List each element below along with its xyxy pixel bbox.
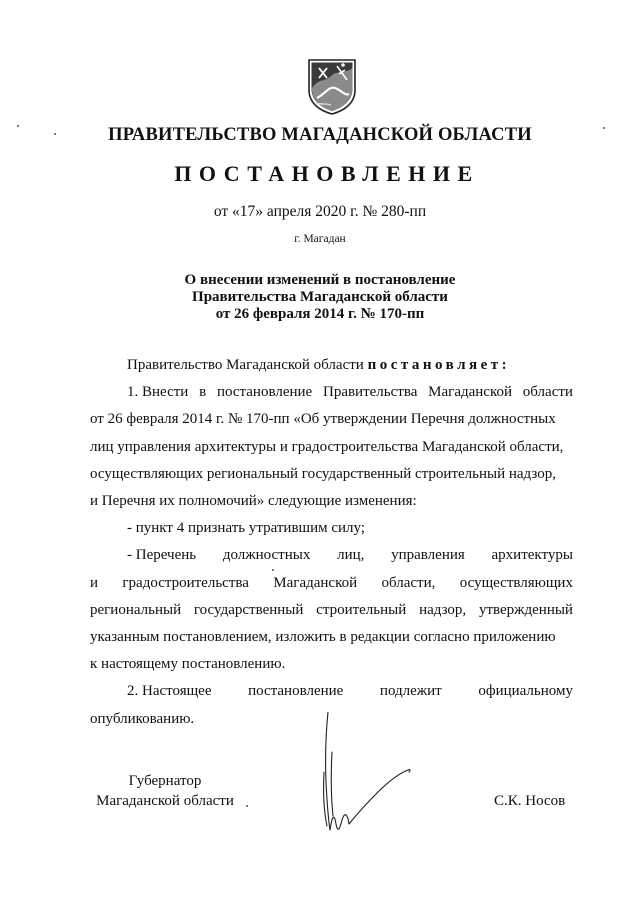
word: области xyxy=(522,384,573,401)
word: области, xyxy=(381,574,436,591)
position-line: Губернатор xyxy=(128,773,202,789)
word: и xyxy=(90,574,99,591)
list-item-2-line-3 xyxy=(90,597,573,624)
word: постановление xyxy=(216,384,313,401)
document-city: г. Магадан xyxy=(294,233,346,245)
word: постановление xyxy=(248,683,344,700)
paragraph-1-line: от 26 февраля 2014 г. № 170-пп «Об утверждении Перечня должностных xyxy=(90,411,556,428)
subject-line: Правительства Магаданской области xyxy=(192,289,448,305)
word: Правительства xyxy=(322,384,418,401)
signatory-position xyxy=(92,771,238,811)
list-item-2-line-2 xyxy=(90,570,573,597)
word: 1. Внести xyxy=(127,384,189,401)
signatory-name: С.К. Носов xyxy=(494,793,566,809)
subject-line: О внесении изменений в постановление xyxy=(184,272,456,288)
word: государственный xyxy=(193,601,304,618)
word: лиц, xyxy=(337,547,365,564)
paragraph-1-line: и Перечня их полномочий» следующие изменения: xyxy=(90,493,417,510)
document-type-title: ПОСТАНОВЛЕНИЕ xyxy=(174,161,480,186)
subject-line: от 26 февраля 2014 г. № 170-пп xyxy=(215,306,425,322)
word: региональный xyxy=(90,601,182,618)
word: 2. Настоящее xyxy=(127,683,212,700)
intro-action: постановляет: xyxy=(367,357,511,373)
paragraph-2-line-1 xyxy=(90,678,573,705)
word: Магаданской xyxy=(428,384,513,401)
list-item-1: - пункт 4 признать утратившим силу; xyxy=(127,520,366,537)
document-subject xyxy=(0,272,640,323)
word: подлежит xyxy=(379,683,442,700)
list-item-2-line-1 xyxy=(90,542,573,569)
word: официальному xyxy=(478,683,573,700)
document-date-number: от «17» апреля 2020 г. № 280-пп xyxy=(213,203,427,220)
word: в xyxy=(199,384,207,401)
word: должностных xyxy=(222,547,311,564)
word: градостроительства xyxy=(122,574,249,591)
word: - Перечень xyxy=(127,547,197,564)
word: Магаданской xyxy=(273,574,358,591)
list-item-2-line: указанным постановлением, изложить в редакции согласно приложению xyxy=(90,629,556,646)
word: осуществляющих xyxy=(459,574,573,591)
organization-title: ПРАВИТЕЛЬСТВО МАГАДАНСКОЙ ОБЛАСТИ xyxy=(108,125,532,145)
word: строительный xyxy=(316,601,407,618)
handwritten-signature xyxy=(312,712,422,837)
word: архитектуры xyxy=(491,547,573,564)
intro-line xyxy=(90,352,573,379)
paragraph-2-line: опубликованию. xyxy=(90,710,195,727)
list-item-2-line: к настоящему постановлению. xyxy=(90,656,286,673)
coat-of-arms-icon xyxy=(303,56,361,116)
scan-dot xyxy=(246,805,248,807)
paragraph-1-line-1 xyxy=(90,379,573,406)
word: утвержденный xyxy=(478,601,573,618)
word: надзор, xyxy=(419,601,467,618)
document-body xyxy=(90,352,573,733)
paragraph-1-line: лиц управления архитектуры и градостроительства Магаданской области, xyxy=(90,438,564,455)
intro-prefix: Правительство Магаданской области xyxy=(127,357,364,373)
paragraph-1-line: осуществляющих региональный государственный строительный надзор, xyxy=(90,465,556,482)
word: управления xyxy=(391,547,465,564)
position-line: Магаданской области xyxy=(96,793,234,809)
